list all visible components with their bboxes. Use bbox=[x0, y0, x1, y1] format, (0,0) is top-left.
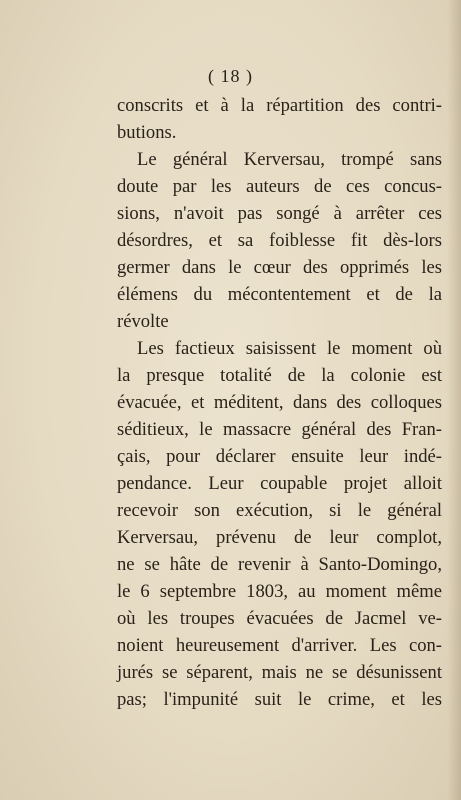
text-line: séditieux, le massacre général des Fran- bbox=[117, 419, 442, 440]
text-line: jurés se séparent, mais ne se désunissent bbox=[117, 662, 442, 683]
text-line: noient heureusement d'arriver. Les con- bbox=[117, 635, 442, 656]
text-line: doute par les auteurs de ces concus- bbox=[117, 176, 442, 197]
page-number: ( 18 ) bbox=[208, 66, 253, 86]
text-line: conscrits et à la répartition des contri- bbox=[117, 95, 442, 116]
text-line: ne se hâte de revenir à Santo-Domingo, bbox=[117, 554, 442, 575]
text-line: pas; l'impunité suit le crime, et les bbox=[117, 689, 442, 710]
text-line: la presque totalité de la colonie est bbox=[117, 365, 442, 386]
text-line: pendance. Leur coupable projet alloit bbox=[117, 473, 442, 494]
body-text bbox=[117, 92, 442, 713]
text-line: recevoir son exécution, si le général bbox=[117, 500, 442, 521]
page-edge-shadow bbox=[447, 0, 461, 800]
text-line: désordres, et sa foiblesse fit dès-lors bbox=[117, 230, 442, 251]
text-line: Les factieux saisissent le moment où bbox=[137, 338, 442, 359]
text-line: le 6 septembre 1803, au moment même bbox=[117, 581, 442, 602]
text-line: butions. bbox=[117, 122, 177, 143]
text-line: élémens du mécontentement et de la bbox=[117, 284, 442, 305]
text-line: Le général Kerversau, trompé sans bbox=[137, 149, 442, 170]
text-line: Kerversau, prévenu de leur complot, bbox=[117, 527, 442, 548]
text-line: où les troupes évacuées de Jacmel ve- bbox=[117, 608, 442, 629]
text-line: çais, pour déclarer ensuite leur indé- bbox=[117, 446, 442, 467]
text-line: germer dans le cœur des opprimés les bbox=[117, 257, 442, 278]
text-line: sions, n'avoit pas songé à arrêter ces bbox=[117, 203, 442, 224]
text-line: révolte bbox=[117, 311, 169, 332]
text-line: évacuée, et méditent, dans des colloques bbox=[117, 392, 442, 413]
